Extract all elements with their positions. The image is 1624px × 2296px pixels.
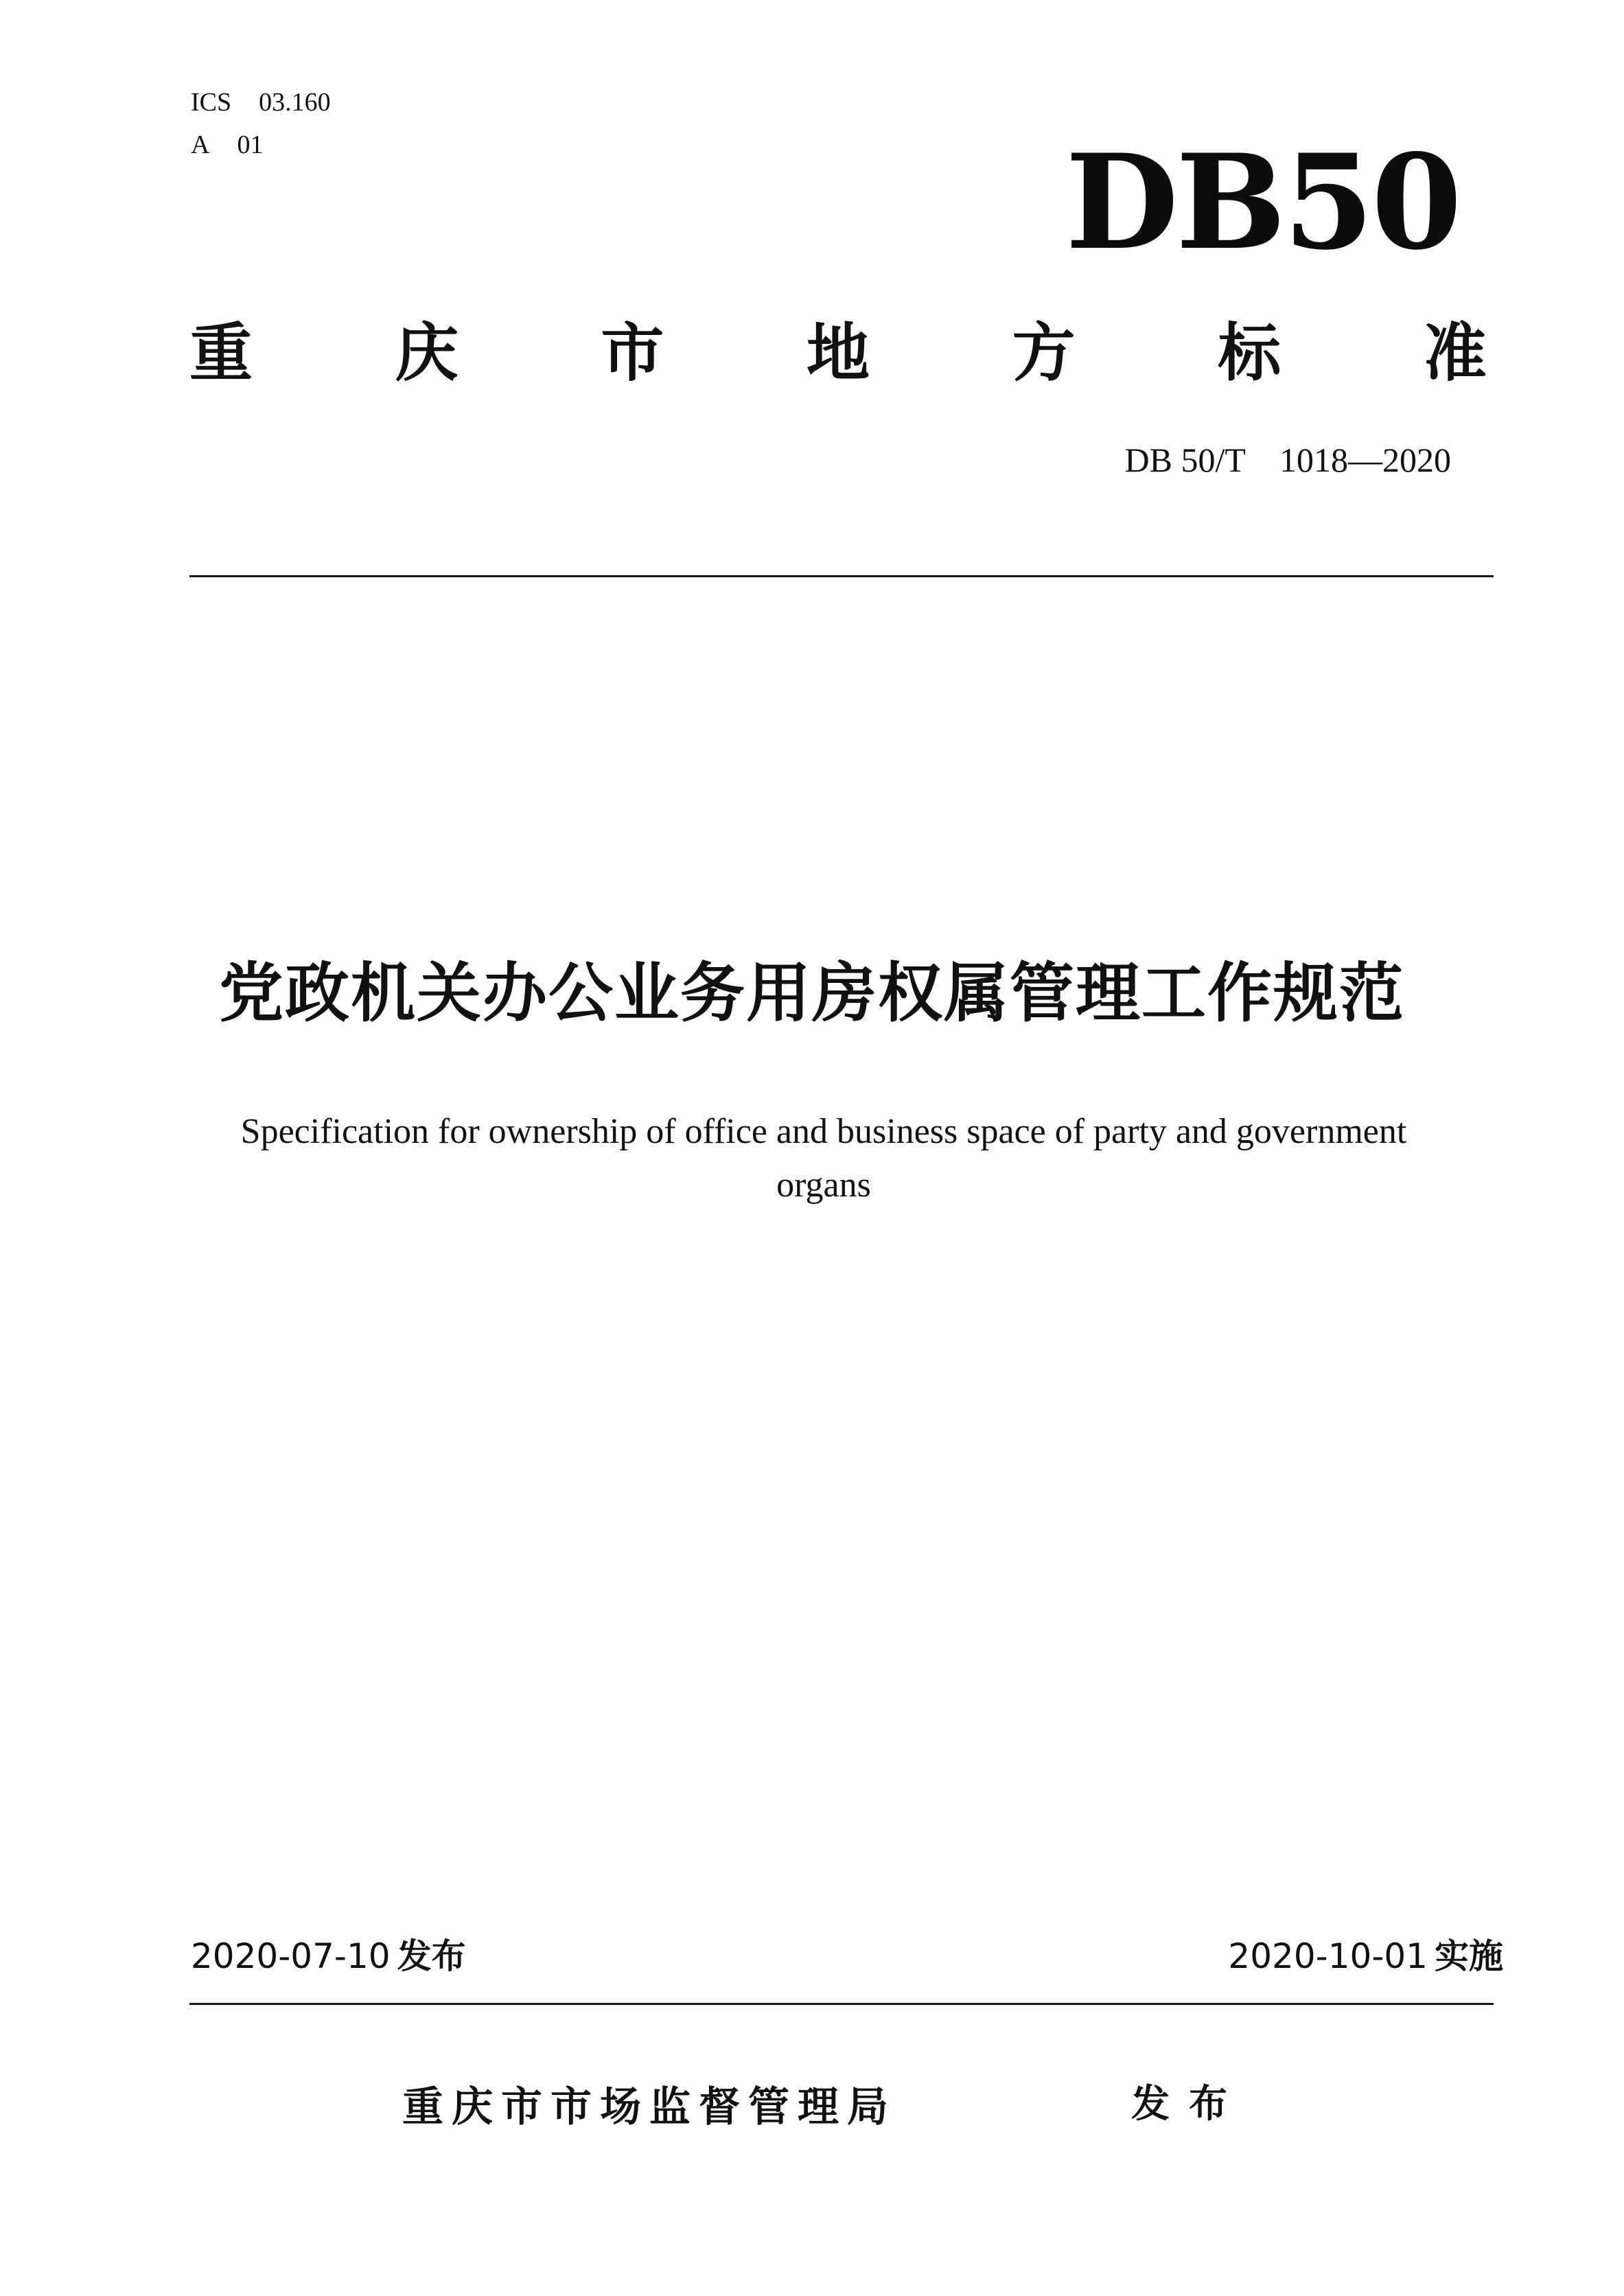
standard-type-char: 市 <box>601 316 664 390</box>
issuer-name: 重庆市市场监督管理局 <box>402 2083 896 2131</box>
title-english <box>172 1105 1476 1212</box>
ccs-row <box>191 124 331 166</box>
ccs-code: 01 <box>237 130 264 159</box>
standard-type-char: 方 <box>1012 316 1076 390</box>
bottom-divider <box>189 2003 1494 2005</box>
ics-row <box>191 81 331 124</box>
standard-type-char: 地 <box>806 316 870 390</box>
ics-code: 03.160 <box>259 88 331 117</box>
standard-type-char: 准 <box>1423 316 1487 390</box>
ics-label: ICS <box>191 88 232 117</box>
implement-label: 实施 <box>1435 1936 1503 1976</box>
title-chinese: 党政机关办公业务用房权属管理工作规范 <box>218 956 1405 1031</box>
title-english-line-1: Specification for ownership of office and business space of party and government <box>240 1112 1407 1151</box>
title-english-line-2: organs <box>776 1166 871 1205</box>
standard-type-char: 标 <box>1218 316 1281 390</box>
standard-number: DB 50/T 1018—2020 <box>1124 441 1451 479</box>
issue-date-block <box>191 1934 466 1978</box>
implement-date-block <box>1228 1934 1503 1978</box>
top-divider <box>189 575 1494 577</box>
implement-date: 2020-10-01 <box>1228 1936 1428 1976</box>
standard-type-char: 庆 <box>395 316 459 390</box>
issue-date: 2020-07-10 <box>191 1936 391 1976</box>
standard-type-heading <box>189 316 1487 391</box>
db50-logo: DB50 <box>1065 126 1459 279</box>
classification-codes <box>191 81 331 166</box>
issue-label: 发布 <box>397 1936 466 1976</box>
standard-type-char: 重 <box>189 316 253 390</box>
ccs-label: A <box>191 130 210 159</box>
issuer-action: 发布 <box>1131 2082 1246 2126</box>
